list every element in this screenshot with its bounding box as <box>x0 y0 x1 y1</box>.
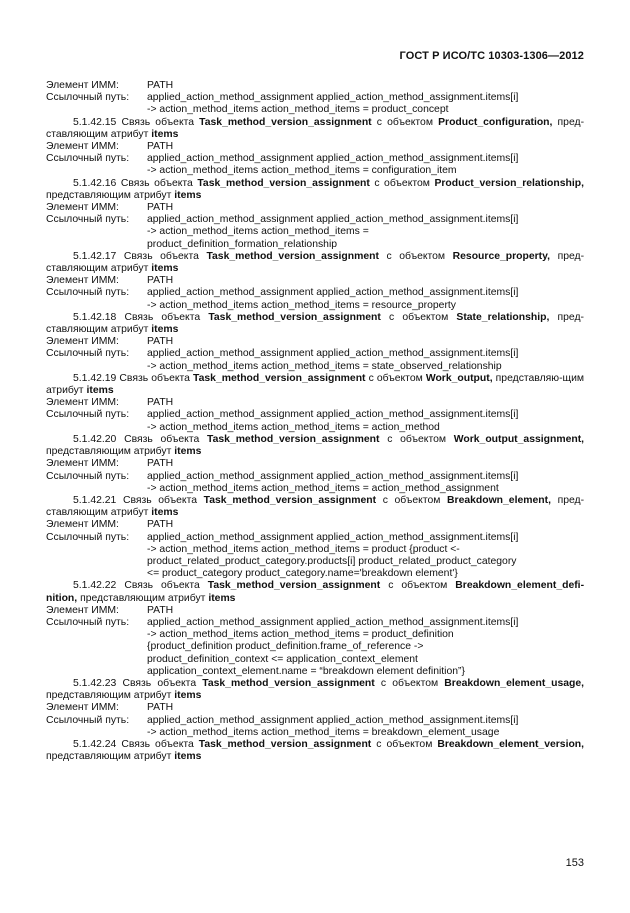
reference-path-label: Ссылочный путь: <box>46 409 130 421</box>
attribute-name: items <box>151 324 179 336</box>
reference-path-line: applied_action_method_assignment applied_action_method_assignment.items[i] <box>147 348 519 360</box>
reference-path-line: application_context_element.name = “breakdown element definition”} <box>147 665 465 677</box>
imm-element-row <box>46 202 584 214</box>
imm-element-value: PATH <box>147 519 174 531</box>
reference-path-label: Ссылочный путь: <box>46 531 130 543</box>
section-text: представляющим атрибут <box>46 751 172 763</box>
imm-element-row <box>46 605 584 617</box>
section-text: пред-ставляющим атрибут <box>46 116 585 140</box>
section-text: Связь объекта <box>121 116 195 128</box>
reference-path-label: Ссылочный путь: <box>46 214 130 226</box>
attribute-name: items <box>174 690 202 702</box>
imm-element-label: Элемент ИММ: <box>46 202 119 214</box>
target-entity-name: Breakdown_element, <box>447 494 551 506</box>
section-text: Связь объекта <box>119 372 190 384</box>
entity-name: Task_method_version_assignment <box>198 738 372 750</box>
entity-name: Task_method_version_assignment <box>207 580 381 592</box>
section-heading-5-1-42-24 <box>46 739 584 763</box>
reference-path-row <box>46 617 584 629</box>
section-text: Связь объекта <box>124 433 200 445</box>
reference-path-line: -> action_method_items action_method_items = <box>147 226 369 238</box>
target-entity-name: Product_configuration, <box>438 116 553 128</box>
section-text: с объектом <box>388 580 448 592</box>
imm-element-row <box>46 397 584 409</box>
reference-path-line: -> action_method_items action_method_items = product_concept <box>147 104 449 116</box>
reference-path-row <box>46 715 584 727</box>
section-heading-5-1-42-22 <box>46 580 584 604</box>
imm-element-label: Элемент ИММ: <box>46 458 119 470</box>
imm-element-label: Элемент ИММ: <box>46 141 119 153</box>
target-entity-name: Resource_property, <box>452 250 551 262</box>
imm-element-value: PATH <box>147 702 174 714</box>
attribute-name: items <box>151 128 179 140</box>
target-entity-name: Work_output, <box>425 372 493 384</box>
imm-element-value: PATH <box>147 275 174 287</box>
page-number: 153 <box>565 857 584 869</box>
reference-path-label: Ссылочный путь: <box>46 714 130 726</box>
section-text: пред-ставляющим атрибут <box>46 250 585 275</box>
imm-element-label: Элемент ИММ: <box>46 604 119 616</box>
attribute-name: items <box>86 385 114 397</box>
section-text: представляющим атрибут <box>80 592 206 604</box>
section-text: пред-ставляющим атрибут <box>46 494 585 519</box>
imm-element-label: Элемент ИММ: <box>46 336 119 348</box>
section-text: представляющим атрибут <box>46 690 172 702</box>
reference-path-row <box>46 409 584 421</box>
reference-path-line: -> action_method_items action_method_items = resource_property <box>147 299 456 311</box>
section-number: 5.1.42.17 <box>73 250 117 262</box>
reference-path-line: -> action_method_items action_method_items = action_method <box>147 421 440 433</box>
attribute-name: items <box>151 263 179 275</box>
section-number: 5.1.42.15 <box>73 116 117 128</box>
reference-path-label: Ссылочный путь: <box>46 616 130 628</box>
section-text: с объектом <box>387 433 447 445</box>
imm-element-row <box>46 141 584 153</box>
reference-path-line: -> action_method_items action_method_items = product {product <- <box>147 543 460 555</box>
imm-element-value: PATH <box>147 202 174 214</box>
reference-path-line: applied_action_method_assignment applied_action_method_assignment.items[i] <box>147 214 519 226</box>
imm-element-label: Элемент ИММ: <box>46 275 119 287</box>
section-text: Связь объекта <box>123 250 199 262</box>
reference-path-line: -> action_method_items action_method_items = action_method_assignment <box>147 482 499 494</box>
document-body <box>46 80 584 763</box>
imm-element-row <box>46 519 584 531</box>
entity-name: Task_method_version_assignment <box>197 177 370 189</box>
section-text: Связь объекта <box>124 580 200 592</box>
reference-path-label: Ссылочный путь: <box>46 348 130 360</box>
entity-name: Task_method_version_assignment <box>207 433 380 445</box>
section-number: 5.1.42.16 <box>73 177 117 189</box>
reference-path-line: <= product_category product_category.name='breakdown element'} <box>147 568 458 580</box>
reference-path-line: -> action_method_items action_method_items = product_definition <box>147 629 454 641</box>
imm-element-value: PATH <box>147 397 174 409</box>
imm-element-label: Элемент ИММ: <box>46 397 119 409</box>
section-text: представляющим атрибут <box>46 189 172 201</box>
section-text: с объектом <box>380 677 439 689</box>
reference-path-line: {product_definition product_definition.frame_of_reference -> <box>147 641 424 653</box>
imm-element-value: PATH <box>147 604 174 616</box>
imm-element-row <box>46 336 584 348</box>
section-number: 5.1.42.24 <box>73 738 117 750</box>
reference-path-label: Ссылочный путь: <box>46 153 130 165</box>
reference-path-row <box>46 153 584 165</box>
section-text: с объектом <box>386 250 446 262</box>
reference-path-label: Ссылочный путь: <box>46 92 130 104</box>
entity-name: Task_method_version_assignment <box>199 116 372 128</box>
section-text: с объектом <box>382 494 441 506</box>
section-text: пред-ставляющим атрибут <box>46 311 585 336</box>
attribute-name: items <box>151 507 179 519</box>
reference-path-label: Ссылочный путь: <box>46 287 130 299</box>
section-text: с объектом <box>388 311 449 323</box>
reference-path-row <box>46 92 584 104</box>
reference-path-line: applied_action_method_assignment applied_action_method_assignment.items[i] <box>147 714 519 726</box>
target-entity-name: Work_output_assignment, <box>453 433 585 445</box>
reference-path-line: product_definition_formation_relationship <box>147 238 338 250</box>
reference-path-line: -> action_method_items action_method_items = breakdown_element_usage <box>147 726 500 738</box>
section-heading-5-1-42-18 <box>46 312 584 336</box>
entity-name: Task_method_version_assignment <box>202 677 375 689</box>
document-header: ГОСТ Р ИСО/ТС 10303-1306—2012 <box>399 50 584 62</box>
section-heading-5-1-42-19 <box>46 373 584 397</box>
imm-element-value: PATH <box>147 80 174 91</box>
section-text: Связь объекта <box>122 494 198 506</box>
target-entity-name: State_relationship, <box>456 311 550 323</box>
section-number: 5.1.42.23 <box>73 677 117 689</box>
target-entity-name: Breakdown_element_usage, <box>444 677 585 689</box>
section-number: 5.1.42.19 <box>73 372 117 384</box>
section-heading-5-1-42-15 <box>46 117 584 141</box>
reference-path-line: applied_action_method_assignment applied_action_method_assignment.items[i] <box>147 409 519 421</box>
section-number: 5.1.42.18 <box>73 311 117 323</box>
imm-element-label: Элемент ИММ: <box>46 702 119 714</box>
reference-path-line: applied_action_method_assignment applied_action_method_assignment.items[i] <box>147 531 519 543</box>
reference-path-line: product_related_product_category.products[i] product_related_product_category <box>147 555 517 567</box>
attribute-name: items <box>174 751 202 763</box>
section-text: представляю-щим атрибут <box>46 372 585 397</box>
target-entity-name: Breakdown_element_defi-nition, <box>46 580 585 604</box>
reference-path-line: applied_action_method_assignment applied_action_method_assignment.items[i] <box>147 470 519 482</box>
entity-name: Task_method_version_assignment <box>203 494 377 506</box>
attribute-name: items <box>174 446 202 458</box>
section-text: с объектом <box>376 116 433 128</box>
imm-element-label: Элемент ИММ: <box>46 80 119 91</box>
reference-path-row <box>46 214 584 226</box>
attribute-name: items <box>174 189 202 201</box>
section-text: Связь объекта <box>124 311 201 323</box>
reference-path-line: applied_action_method_assignment applied_action_method_assignment.items[i] <box>147 616 519 628</box>
reference-path-line: product_definition_context <= application_context_element <box>147 653 418 665</box>
section-text: с объектом <box>376 738 433 750</box>
section-text: с объектом <box>374 177 430 189</box>
entity-name: Task_method_version_assignment <box>208 311 381 323</box>
reference-path-line: applied_action_method_assignment applied_action_method_assignment.items[i] <box>147 287 519 299</box>
section-text: Связь объекта <box>120 177 193 189</box>
reference-path-label: Ссылочный путь: <box>46 470 130 482</box>
reference-path-row <box>46 287 584 299</box>
section-number: 5.1.42.20 <box>73 433 117 445</box>
imm-element-value: PATH <box>147 141 174 153</box>
entity-name: Task_method_version_assignment <box>206 250 379 262</box>
imm-element-row <box>46 275 584 287</box>
section-heading-5-1-42-16 <box>46 178 584 202</box>
section-heading-5-1-42-20 <box>46 434 584 458</box>
section-text: с объектом <box>368 372 423 384</box>
imm-element-row <box>46 702 584 714</box>
section-heading-5-1-42-21 <box>46 495 584 519</box>
imm-element-label: Элемент ИММ: <box>46 519 119 531</box>
reference-path-line: applied_action_method_assignment applied_action_method_assignment.items[i] <box>147 153 519 165</box>
section-number: 5.1.42.22 <box>73 580 117 592</box>
section-text: представляющим атрибут <box>46 446 172 458</box>
reference-path-line: -> action_method_items action_method_items = configuration_item <box>147 165 457 177</box>
entity-name: Task_method_version_assignment <box>193 372 366 384</box>
section-text: Связь объекта <box>122 677 197 689</box>
section-number: 5.1.42.21 <box>73 494 117 506</box>
target-entity-name: Product_version_relationship, <box>434 177 585 189</box>
section-heading-5-1-42-23 <box>46 678 584 702</box>
imm-element-row <box>46 80 584 92</box>
section-text: Связь объекта <box>121 738 194 750</box>
reference-path-line: applied_action_method_assignment applied_action_method_assignment.items[i] <box>147 92 519 104</box>
target-entity-name: Breakdown_element_version, <box>437 738 585 750</box>
reference-path-row <box>46 348 584 360</box>
imm-element-value: PATH <box>147 336 174 348</box>
reference-path-row <box>46 471 584 483</box>
reference-path-line: -> action_method_items action_method_items = state_observed_relationship <box>147 360 502 372</box>
reference-path-row <box>46 532 584 544</box>
imm-element-row <box>46 458 584 470</box>
imm-element-value: PATH <box>147 458 174 470</box>
section-heading-5-1-42-17 <box>46 251 584 275</box>
attribute-name: items <box>208 592 236 604</box>
